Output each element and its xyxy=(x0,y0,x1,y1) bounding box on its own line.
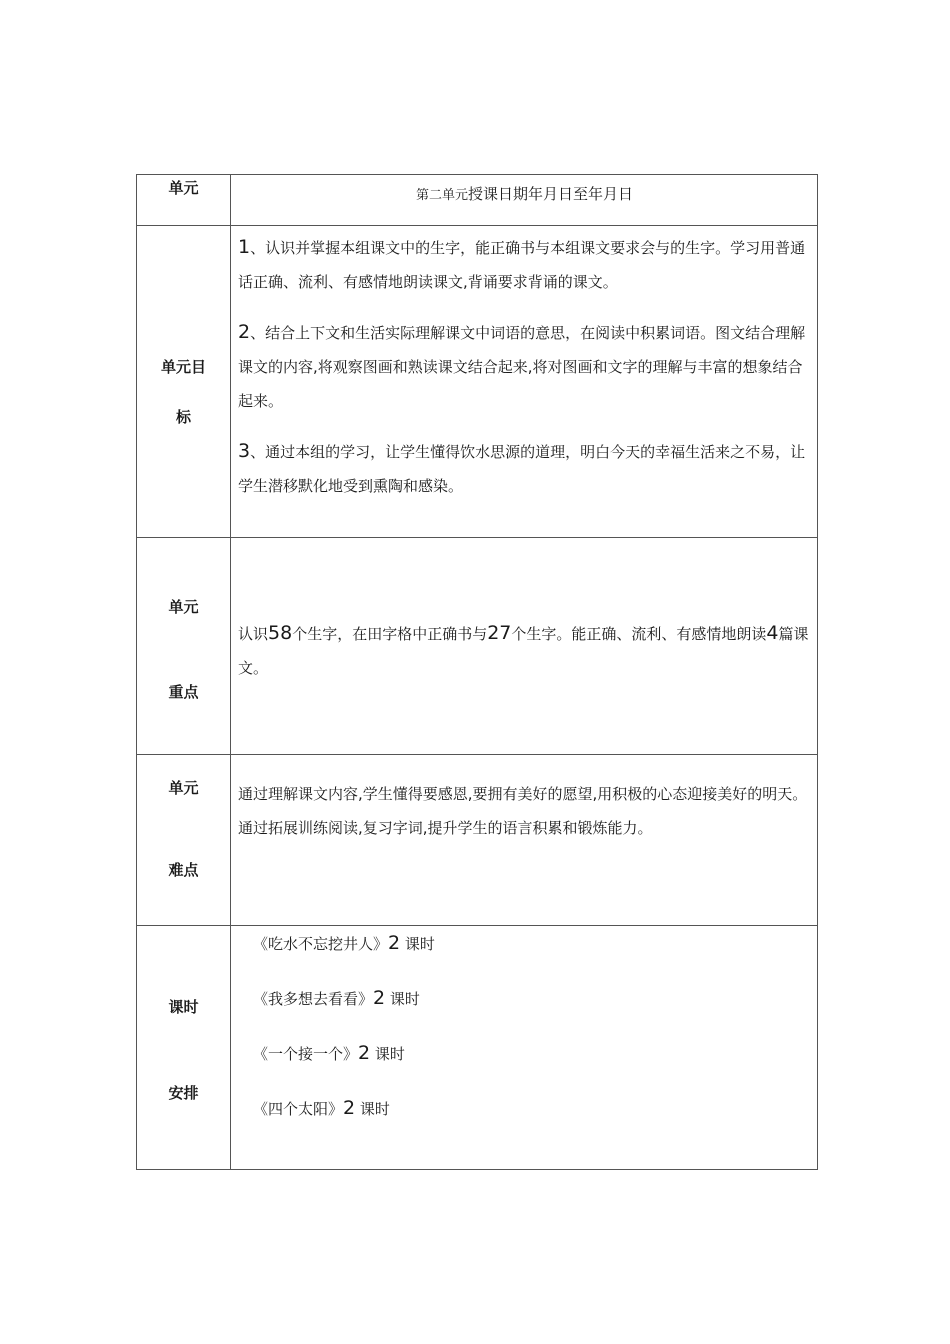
unit-date-cell xyxy=(231,175,818,226)
goals-label-line1: 单元目 xyxy=(160,358,206,376)
schedule-item-3: 《一个接一个》2 课时 xyxy=(253,1042,405,1064)
difficulties-label-line1: 单元 xyxy=(168,779,199,797)
difficulties-row xyxy=(137,755,818,926)
goals-content xyxy=(231,226,818,538)
goals-label-line2: 标 xyxy=(175,408,191,426)
key-points-label-line2: 重点 xyxy=(168,683,199,701)
key-points-row xyxy=(137,538,818,755)
schedule-item-2: 《我多想去看看》2 课时 xyxy=(253,987,420,1009)
difficulties-label-cell xyxy=(137,755,231,926)
key-points-text: 认识58个生字，在田字格中正确书与27个生字。能正确、流利、有感情地朗读4篇课文。 xyxy=(238,622,809,677)
schedule-label-line2: 安排 xyxy=(168,1084,199,1102)
header-row xyxy=(137,175,818,226)
schedule-label-cell xyxy=(137,926,231,1170)
difficulties-label-line2: 难点 xyxy=(168,861,199,879)
key-points-label-cell xyxy=(137,538,231,755)
teaching-date: 授课日期年月日至年月日 xyxy=(468,185,634,203)
schedule-content xyxy=(231,926,818,1170)
lesson-plan-table xyxy=(136,174,818,1170)
goal-item-3: 3、通过本组的学习，让学生懂得饮水思源的道理，明白今天的幸福生活来之不易，让学生潜移默化地受到熏陶和感染。 xyxy=(238,440,806,495)
unit-name: 第二单元 xyxy=(415,188,468,203)
schedule-row xyxy=(137,926,818,1170)
key-points-label-line1: 单元 xyxy=(168,598,199,616)
goal-item-1: 1、认识并掌握本组课文中的生字，能正确书与本组课文要求会与的生字。学习用普通话正确、流利、有感情地朗读课文,背诵要求背诵的课文。 xyxy=(238,236,806,291)
schedule-item-1: 《吃水不忘挖井人》2 课时 xyxy=(253,932,435,954)
difficulties-content xyxy=(231,755,818,926)
goal-item-2: 2、结合上下文和生活实际理解课文中词语的意思，在阅读中积累词语。图文结合理解课文的内容,将观察图画和熟读课文结合起来,将对图画和文字的理解与丰富的想象结合起来。 xyxy=(238,321,806,410)
goals-row xyxy=(137,226,818,538)
unit-label: 单元 xyxy=(168,179,199,197)
schedule-label-line1: 课时 xyxy=(168,998,199,1016)
schedule-item-4: 《四个太阳》2 课时 xyxy=(253,1097,390,1119)
goals-label-cell xyxy=(137,226,231,538)
unit-label-cell xyxy=(137,175,231,226)
key-points-content xyxy=(231,538,818,755)
difficulties-text: 通过理解课文内容,学生懂得要感恩,要拥有美好的愿望,用积极的心态迎接美好的明天。通过拓展训练阅读,复习字词,提升学生的语言积累和锻炼能力。 xyxy=(238,785,808,837)
